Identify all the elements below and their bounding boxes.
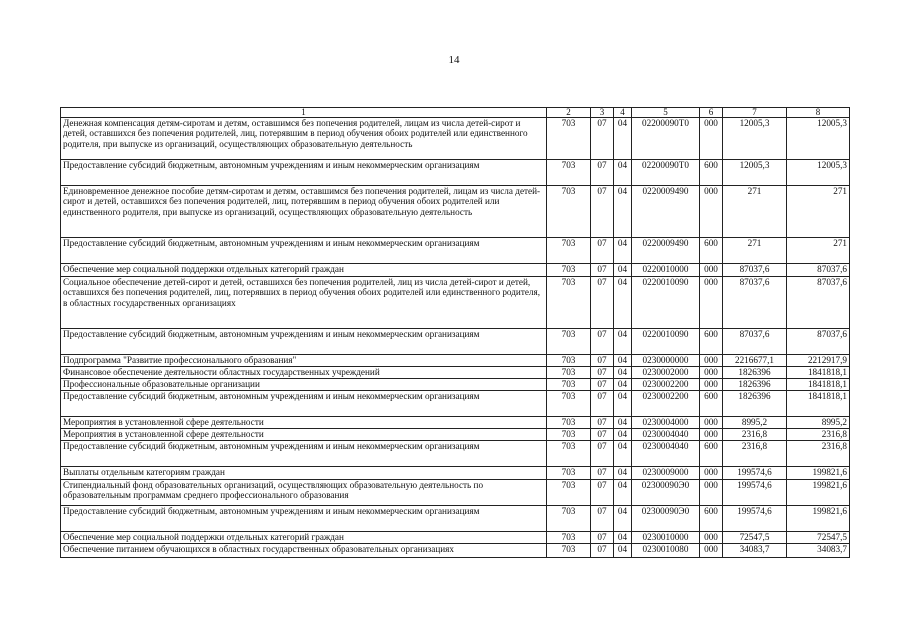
- cell-section: 07: [591, 238, 614, 264]
- cell-amount-year2: 72547,5: [787, 532, 850, 544]
- cell-subsection: 04: [614, 355, 632, 367]
- cell-target-code: 0230010000: [632, 532, 700, 544]
- cell-target-code: 0230010080: [632, 544, 700, 558]
- row-name: Единовременное денежное пособие детям-сиротам и детям, оставшимся без попечения родителей, лицам из числа детей-сирот и детей, оставшихся без попечения родителей, лиц, потерявшим в период обучения обоих родителей или единственного родителя, при выпуске из организаций, осуществляющих образовательную деятельность: [61, 186, 547, 238]
- cell-expense-type: 000: [700, 367, 723, 379]
- cell-section: 07: [591, 160, 614, 186]
- cell-section: 07: [591, 391, 614, 417]
- cell-ministry-code: 703: [547, 480, 591, 506]
- table-row: [61, 277, 850, 329]
- cell-expense-type: 600: [700, 441, 723, 467]
- table-row: [61, 544, 850, 558]
- cell-subsection: 04: [614, 329, 632, 355]
- cell-expense-type: 600: [700, 238, 723, 264]
- cell-expense-type: 000: [700, 467, 723, 480]
- cell-subsection: 04: [614, 277, 632, 329]
- cell-section: 07: [591, 379, 614, 391]
- cell-target-code: 0230002200: [632, 391, 700, 417]
- column-header: 4: [614, 108, 632, 118]
- cell-amount-year1: 1826396: [723, 379, 787, 391]
- cell-subsection: 04: [614, 429, 632, 441]
- cell-amount-year2: 199821,6: [787, 506, 850, 532]
- cell-subsection: 04: [614, 160, 632, 186]
- cell-expense-type: 000: [700, 417, 723, 429]
- cell-expense-type: 000: [700, 544, 723, 558]
- cell-amount-year2: 1841818,1: [787, 379, 850, 391]
- row-name: Денежная компенсация детям-сиротам и детям, оставшимся без попечения родителей, лицам из числа детей-сирот и детей, оставшихся без попечения родителей, лиц, потерявшим в период обучения обоих родителей или единственного родителя, при выпуске из организаций, осуществляющих образовательную деятельность: [61, 118, 547, 160]
- cell-amount-year2: 12005,3: [787, 160, 850, 186]
- cell-amount-year2: 2212917,9: [787, 355, 850, 367]
- cell-target-code: 0230009000: [632, 467, 700, 480]
- cell-ministry-code: 703: [547, 367, 591, 379]
- cell-target-code: 0220009490: [632, 186, 700, 238]
- cell-expense-type: 000: [700, 429, 723, 441]
- cell-ministry-code: 703: [547, 544, 591, 558]
- cell-section: 07: [591, 441, 614, 467]
- cell-expense-type: 600: [700, 160, 723, 186]
- cell-target-code: 02300090Э0: [632, 506, 700, 532]
- cell-target-code: 0230004040: [632, 441, 700, 467]
- row-name: Предоставление субсидий бюджетным, автономным учреждениям и иным некоммерческим организациям: [61, 160, 547, 186]
- cell-amount-year1: 1826396: [723, 391, 787, 417]
- cell-ministry-code: 703: [547, 238, 591, 264]
- cell-target-code: 0230002000: [632, 367, 700, 379]
- cell-section: 07: [591, 417, 614, 429]
- cell-subsection: 04: [614, 467, 632, 480]
- cell-amount-year2: 87037,6: [787, 264, 850, 277]
- cell-subsection: 04: [614, 186, 632, 238]
- cell-target-code: 02300090Э0: [632, 480, 700, 506]
- cell-subsection: 04: [614, 441, 632, 467]
- table-row: [61, 532, 850, 544]
- row-name: Мероприятия в установленной сфере деятельности: [61, 429, 547, 441]
- table-row: [61, 355, 850, 367]
- cell-section: 07: [591, 467, 614, 480]
- cell-expense-type: 000: [700, 532, 723, 544]
- cell-subsection: 04: [614, 238, 632, 264]
- cell-section: 07: [591, 367, 614, 379]
- cell-target-code: 0230000000: [632, 355, 700, 367]
- cell-subsection: 04: [614, 118, 632, 160]
- cell-section: 07: [591, 506, 614, 532]
- cell-expense-type: 000: [700, 480, 723, 506]
- cell-amount-year1: 12005,3: [723, 118, 787, 160]
- row-name: Предоставление субсидий бюджетным, автономным учреждениям и иным некоммерческим организациям: [61, 238, 547, 264]
- cell-amount-year1: 1826396: [723, 367, 787, 379]
- row-name: Предоставление субсидий бюджетным, автономным учреждениям и иным некоммерческим организациям: [61, 329, 547, 355]
- cell-section: 07: [591, 480, 614, 506]
- cell-target-code: 0220009490: [632, 238, 700, 264]
- table-row: [61, 480, 850, 506]
- cell-target-code: 02200090Т0: [632, 160, 700, 186]
- cell-subsection: 04: [614, 544, 632, 558]
- table-row: [61, 264, 850, 277]
- cell-amount-year1: 72547,5: [723, 532, 787, 544]
- column-header: 6: [700, 108, 723, 118]
- cell-section: 07: [591, 186, 614, 238]
- row-name: Профессиональные образовательные организации: [61, 379, 547, 391]
- table-row: [61, 379, 850, 391]
- cell-expense-type: 000: [700, 186, 723, 238]
- cell-expense-type: 000: [700, 118, 723, 160]
- budget-table: [60, 107, 850, 558]
- cell-expense-type: 600: [700, 391, 723, 417]
- cell-ministry-code: 703: [547, 506, 591, 532]
- cell-expense-type: 600: [700, 329, 723, 355]
- cell-target-code: 0220010090: [632, 277, 700, 329]
- cell-section: 07: [591, 544, 614, 558]
- cell-ministry-code: 703: [547, 467, 591, 480]
- cell-ministry-code: 703: [547, 329, 591, 355]
- cell-amount-year1: 2216677,1: [723, 355, 787, 367]
- cell-ministry-code: 703: [547, 118, 591, 160]
- cell-amount-year1: 8995,2: [723, 417, 787, 429]
- cell-amount-year2: 34083,7: [787, 544, 850, 558]
- cell-amount-year2: 1841818,1: [787, 367, 850, 379]
- cell-section: 07: [591, 429, 614, 441]
- cell-subsection: 04: [614, 379, 632, 391]
- cell-amount-year2: 199821,6: [787, 467, 850, 480]
- cell-amount-year1: 271: [723, 238, 787, 264]
- cell-amount-year2: 271: [787, 238, 850, 264]
- column-header: 1: [61, 108, 547, 118]
- cell-section: 07: [591, 532, 614, 544]
- column-header: 2: [547, 108, 591, 118]
- table-row: [61, 391, 850, 417]
- cell-amount-year2: 2316,8: [787, 441, 850, 467]
- cell-target-code: 02200090Т0: [632, 118, 700, 160]
- row-name: Предоставление субсидий бюджетным, автономным учреждениям и иным некоммерческим организациям: [61, 391, 547, 417]
- cell-subsection: 04: [614, 264, 632, 277]
- cell-amount-year1: 87037,6: [723, 277, 787, 329]
- row-name: Обеспечение питанием обучающихся в областных государственных образовательных организациях: [61, 544, 547, 558]
- cell-amount-year1: 87037,6: [723, 264, 787, 277]
- cell-ministry-code: 703: [547, 277, 591, 329]
- table-row: [61, 441, 850, 467]
- cell-amount-year1: 2316,8: [723, 429, 787, 441]
- cell-ministry-code: 703: [547, 379, 591, 391]
- table-row: [61, 160, 850, 186]
- cell-expense-type: 000: [700, 379, 723, 391]
- table-row: [61, 118, 850, 160]
- row-name: Социальное обеспечение детей-сирот и детей, оставшихся без попечения родителей, лиц из числа детей-сирот и детей, оставшихся без попечения родителей, лиц, потерявших в период обучения обоих родителей или единственного родителя, в областных государственных организациях: [61, 277, 547, 329]
- column-header: 7: [723, 108, 787, 118]
- cell-ministry-code: 703: [547, 186, 591, 238]
- cell-amount-year1: 271: [723, 186, 787, 238]
- cell-subsection: 04: [614, 480, 632, 506]
- cell-section: 07: [591, 355, 614, 367]
- cell-amount-year1: 199574,6: [723, 467, 787, 480]
- cell-target-code: 0230004000: [632, 417, 700, 429]
- cell-amount-year2: 8995,2: [787, 417, 850, 429]
- cell-amount-year2: 87037,6: [787, 329, 850, 355]
- cell-ministry-code: 703: [547, 355, 591, 367]
- cell-amount-year2: 1841818,1: [787, 391, 850, 417]
- cell-ministry-code: 703: [547, 429, 591, 441]
- row-name: Обеспечение мер социальной поддержки отдельных категорий граждан: [61, 264, 547, 277]
- row-name: Мероприятия в установленной сфере деятельности: [61, 417, 547, 429]
- cell-amount-year2: 199821,6: [787, 480, 850, 506]
- table-row: [61, 186, 850, 238]
- cell-amount-year2: 2316,8: [787, 429, 850, 441]
- table-row: [61, 417, 850, 429]
- cell-ministry-code: 703: [547, 264, 591, 277]
- cell-ministry-code: 703: [547, 417, 591, 429]
- cell-target-code: 0230004040: [632, 429, 700, 441]
- cell-section: 07: [591, 329, 614, 355]
- cell-amount-year1: 12005,3: [723, 160, 787, 186]
- column-header: 5: [632, 108, 700, 118]
- cell-section: 07: [591, 264, 614, 277]
- page-number: 14: [448, 54, 460, 66]
- cell-target-code: 0220010000: [632, 264, 700, 277]
- cell-section: 07: [591, 118, 614, 160]
- row-name: Предоставление субсидий бюджетным, автономным учреждениям и иным некоммерческим организациям: [61, 506, 547, 532]
- cell-section: 07: [591, 277, 614, 329]
- cell-ministry-code: 703: [547, 391, 591, 417]
- cell-expense-type: 000: [700, 355, 723, 367]
- cell-subsection: 04: [614, 532, 632, 544]
- cell-ministry-code: 703: [547, 441, 591, 467]
- table-row: [61, 367, 850, 379]
- cell-target-code: 0220010090: [632, 329, 700, 355]
- cell-amount-year1: 87037,6: [723, 329, 787, 355]
- cell-amount-year1: 199574,6: [723, 506, 787, 532]
- cell-amount-year1: 199574,6: [723, 480, 787, 506]
- column-header: 8: [787, 108, 850, 118]
- cell-expense-type: 600: [700, 506, 723, 532]
- row-name: Финансовое обеспечение деятельности областных государственных учреждений: [61, 367, 547, 379]
- header-row: [61, 108, 850, 118]
- cell-subsection: 04: [614, 417, 632, 429]
- row-name: Стипендиальный фонд образовательных организаций, осуществляющих образовательную деятельность по образовательным программам среднего профессионального образования: [61, 480, 547, 506]
- row-name: Обеспечение мер социальной поддержки отдельных категорий граждан: [61, 532, 547, 544]
- row-name: Подпрограмма "Развитие профессионального образования": [61, 355, 547, 367]
- cell-expense-type: 000: [700, 264, 723, 277]
- cell-subsection: 04: [614, 367, 632, 379]
- table-row: [61, 429, 850, 441]
- cell-expense-type: 000: [700, 277, 723, 329]
- cell-amount-year2: 271: [787, 186, 850, 238]
- cell-amount-year2: 87037,6: [787, 277, 850, 329]
- table-row: [61, 238, 850, 264]
- cell-amount-year1: 2316,8: [723, 441, 787, 467]
- cell-subsection: 04: [614, 391, 632, 417]
- row-name: Выплаты отдельным категориям граждан: [61, 467, 547, 480]
- cell-amount-year1: 34083,7: [723, 544, 787, 558]
- cell-subsection: 04: [614, 506, 632, 532]
- cell-target-code: 0230002200: [632, 379, 700, 391]
- row-name: Предоставление субсидий бюджетным, автономным учреждениям и иным некоммерческим организациям: [61, 441, 547, 467]
- cell-ministry-code: 703: [547, 160, 591, 186]
- table-row: [61, 329, 850, 355]
- column-header: 3: [591, 108, 614, 118]
- table-row: [61, 506, 850, 532]
- table-row: [61, 467, 850, 480]
- cell-ministry-code: 703: [547, 532, 591, 544]
- cell-amount-year2: 12005,3: [787, 118, 850, 160]
